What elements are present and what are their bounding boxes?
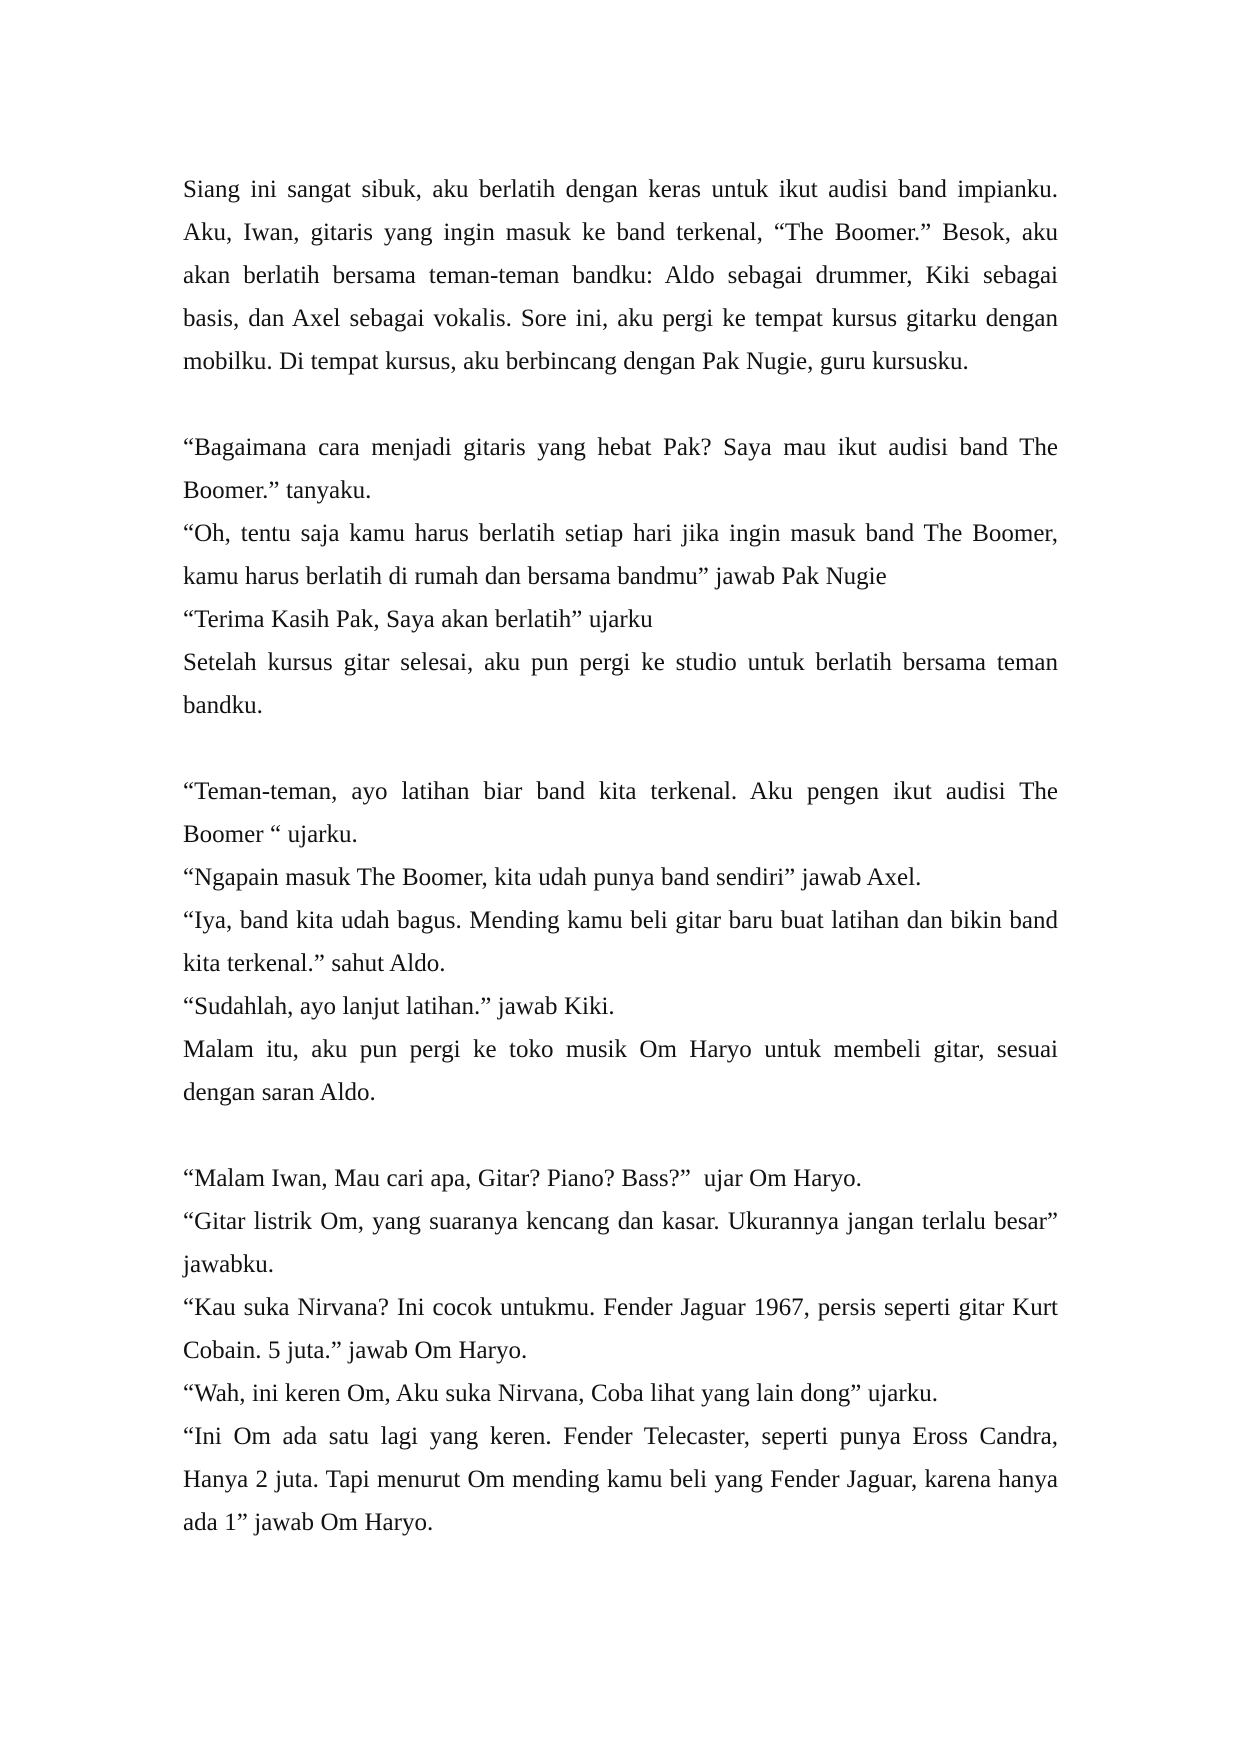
paragraph-dialog-om-haryo-greeting: “Malam Iwan, Mau cari apa, Gitar? Piano? Bass?” ujar Om Haryo. bbox=[183, 1165, 862, 1192]
paragraph-dialog-om-haryo-telecaster: “Ini Om ada satu lagi yang keren. Fender Telecaster, seperti punya Eross Candra, Hanya 2 juta. Tapi menurut Om mending kamu beli yang Fender Jaguar, karena hanya ada 1” jawab Om Haryo. bbox=[183, 1423, 1065, 1536]
paragraph-dialog-iwan-excited: “Wah, ini keren Om, Aku suka Nirvana, Coba lihat yang lain dong” ujarku. bbox=[183, 1380, 938, 1407]
paragraph-spacer bbox=[183, 727, 1058, 770]
paragraph-dialog-iwan-thanks: “Terima Kasih Pak, Saya akan berlatih” ujarku bbox=[183, 606, 653, 633]
paragraph-dialog-aldo-reply: “Iya, band kita udah bagus. Mending kamu beli gitar baru buat latihan dan bikin band kita terkenal.” sahut Aldo. bbox=[183, 907, 1065, 977]
paragraph-dialog-iwan-request: “Gitar listrik Om, yang suaranya kencang dan kasar. Ukurannya jangan terlalu besar” jawabku. bbox=[183, 1208, 1065, 1278]
paragraph-dialog-axel-reply: “Ngapain masuk The Boomer, kita udah punya band sendiri” jawab Axel. bbox=[183, 864, 922, 891]
paragraph-dialog-iwan-question: “Bagaimana cara menjadi gitaris yang hebat Pak? Saya mau ikut audisi band The Boomer.” tanyaku. bbox=[183, 434, 1065, 504]
paragraph-dialog-kiki-reply: “Sudahlah, ayo lanjut latihan.” jawab Kiki. bbox=[183, 993, 615, 1020]
paragraph-dialog-om-haryo-jaguar: “Kau suka Nirvana? Ini cocok untukmu. Fender Jaguar 1967, persis seperti gitar Kurt Cobain. 5 juta.” jawab Om Haryo. bbox=[183, 1294, 1065, 1364]
paragraph-dialog-pak-nugie-answer: “Oh, tentu saja kamu harus berlatih setiap hari jika ingin masuk band The Boomer, kamu harus berlatih di rumah dan bersama bandmu” jawab Pak Nugie bbox=[183, 520, 1065, 590]
paragraph-spacer bbox=[183, 1114, 1058, 1157]
paragraph-narration-music-store: Malam itu, aku pun pergi ke toko musik Om Haryo untuk membeli gitar, sesuai dengan saran Aldo. bbox=[183, 1036, 1065, 1106]
paragraph-narration-after-course: Setelah kursus gitar selesai, aku pun pergi ke studio untuk berlatih bersama teman bandku. bbox=[183, 649, 1065, 719]
paragraph-dialog-iwan-to-band: “Teman-teman, ayo latihan biar band kita terkenal. Aku pengen ikut audisi The Boomer “ ujarku. bbox=[183, 778, 1065, 848]
paragraph-narration-intro: Siang ini sangat sibuk, aku berlatih dengan keras untuk ikut audisi band impianku. Aku, Iwan, gitaris yang ingin masuk ke band terkenal, “The Boomer.” Besok, aku akan berlatih bersama teman-teman bandku: Aldo sebagai drummer, Kiki sebagai basis, dan Axel sebagai vokalis. Sore ini, aku pergi ke tempat kursus gitarku dengan mobilku. Di tempat kursus, aku berbincang dengan Pak Nugie, guru kursusku. bbox=[183, 176, 1065, 375]
paragraph-spacer bbox=[183, 383, 1058, 426]
